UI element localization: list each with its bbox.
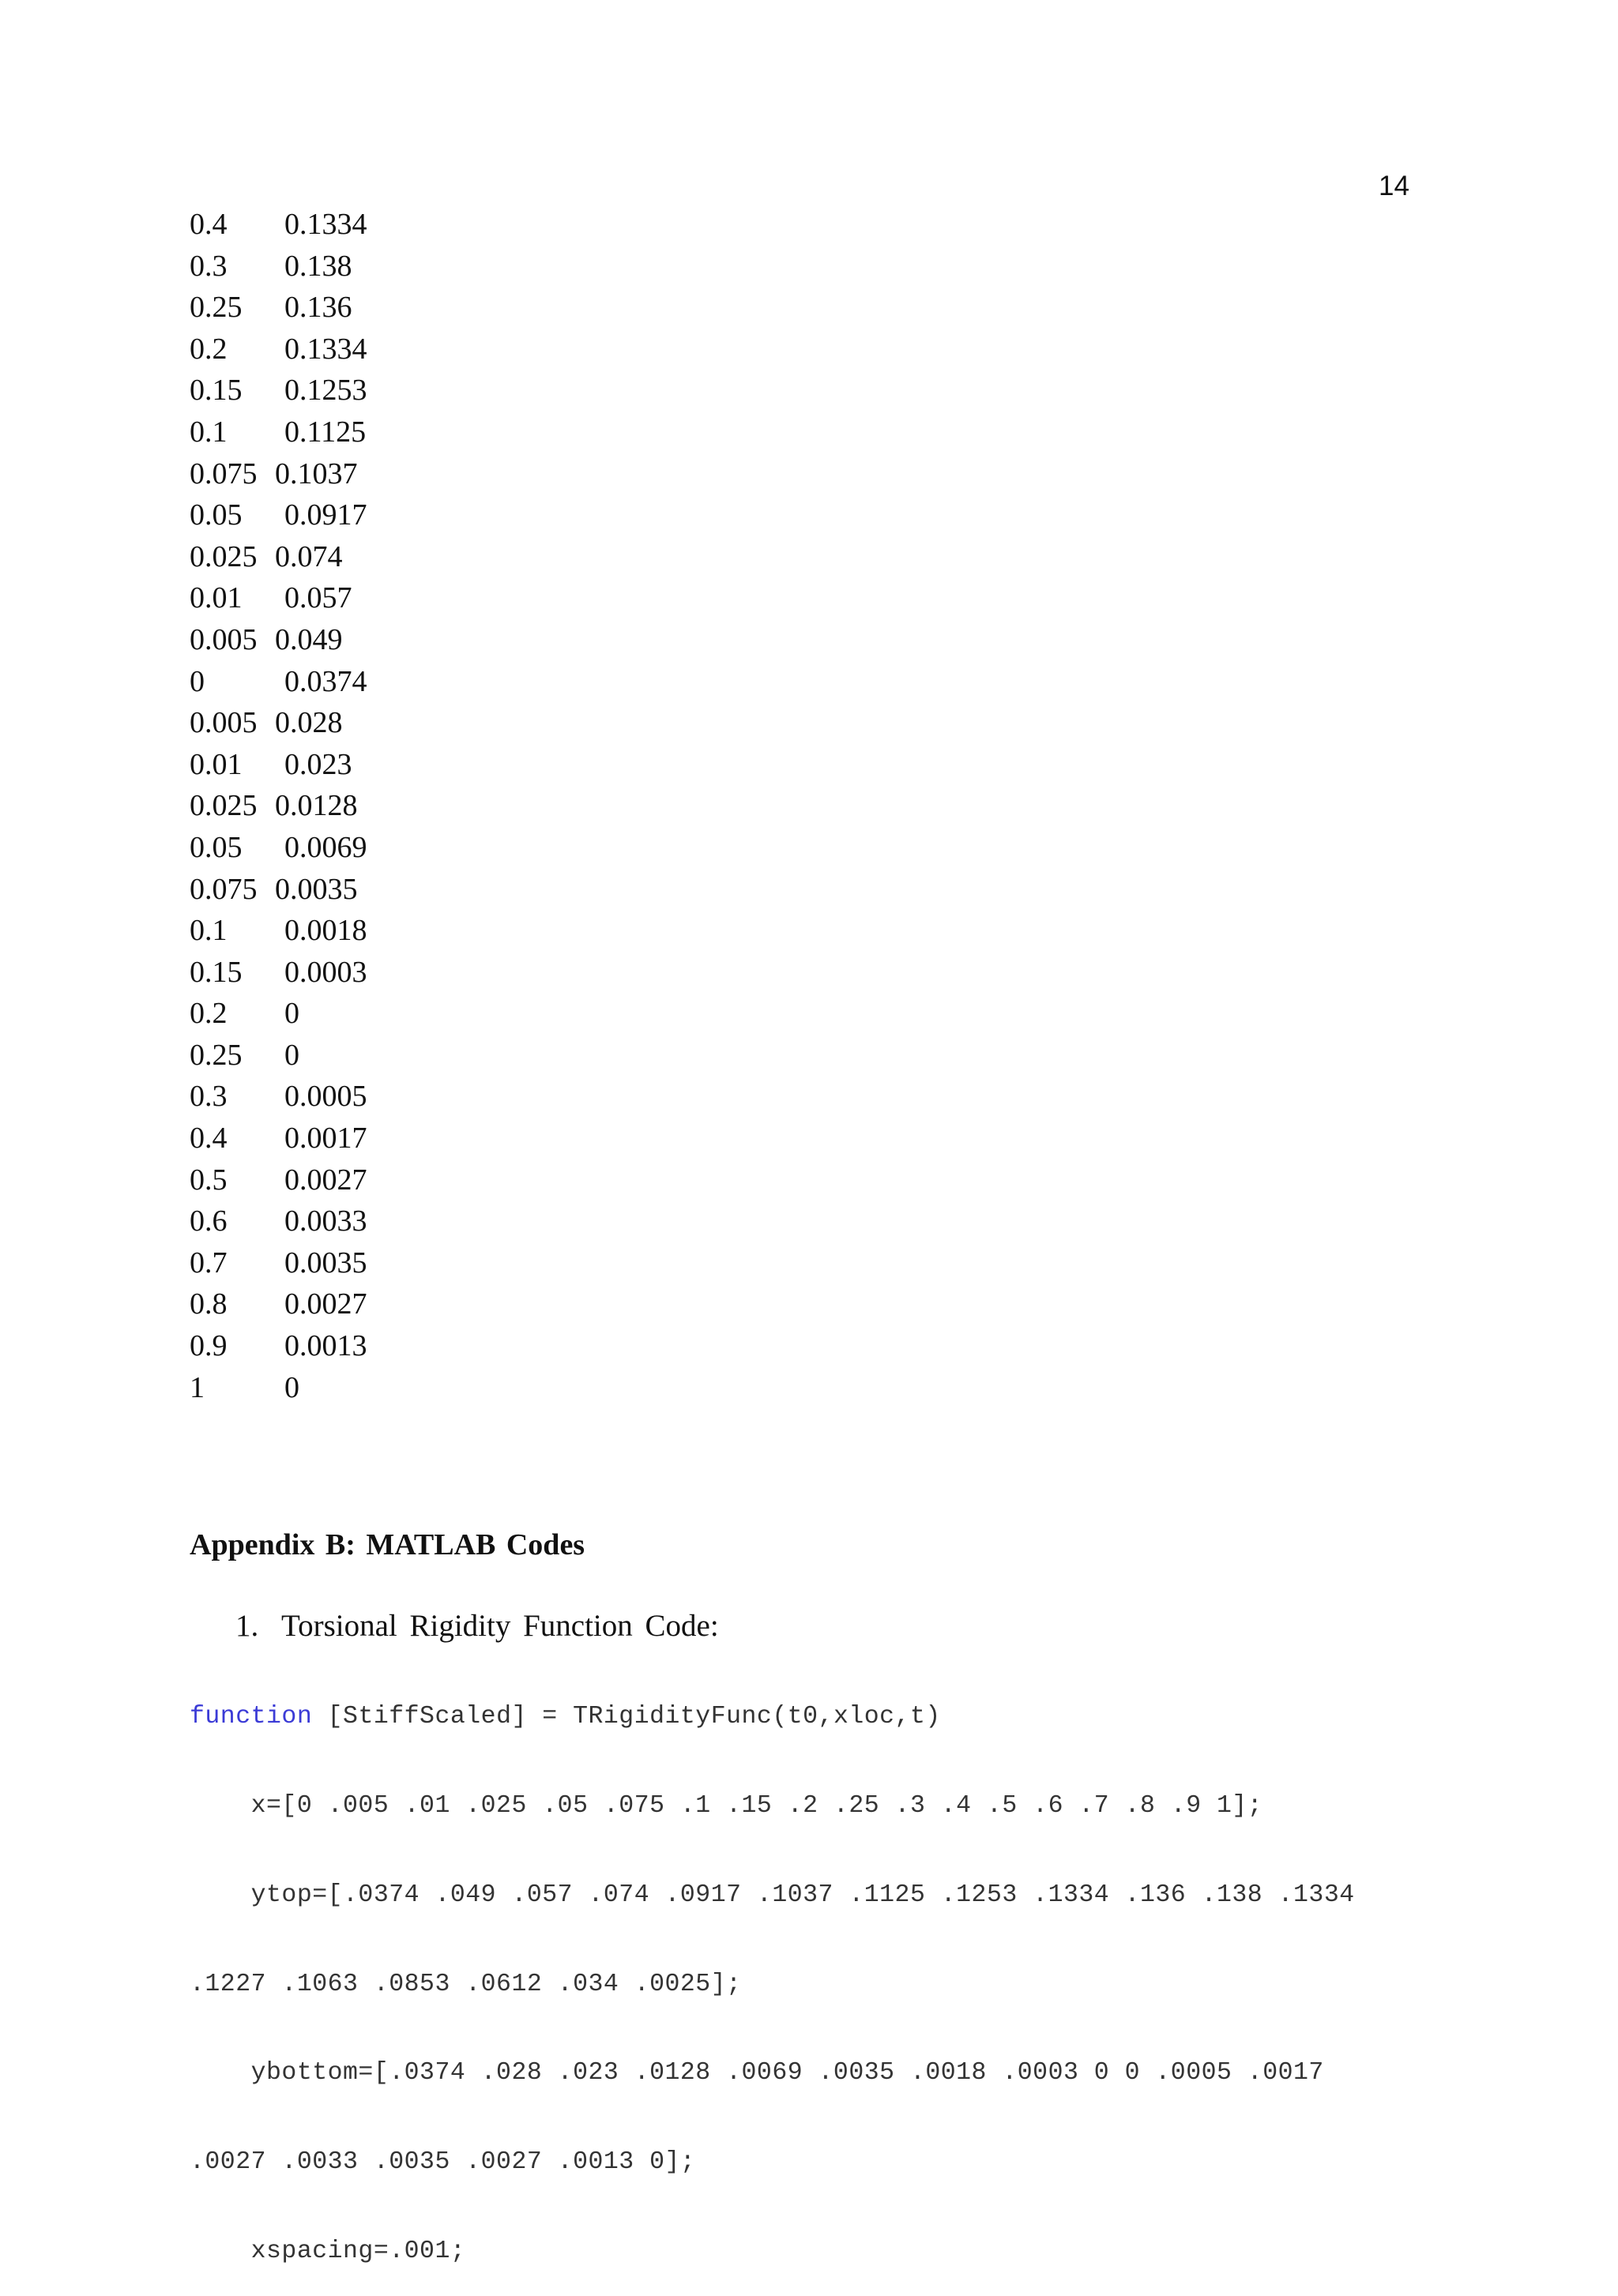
y-value: 0.0018 xyxy=(284,914,367,948)
y-value: 0.1334 xyxy=(284,332,367,366)
table-row xyxy=(190,577,367,619)
table-row xyxy=(190,246,367,287)
y-value: 0.1334 xyxy=(284,208,367,241)
y-value: 0.0374 xyxy=(284,664,367,698)
x-value: 0.9 xyxy=(190,1329,228,1363)
y-value: 0.0005 xyxy=(284,1080,367,1114)
x-value: 0.7 xyxy=(190,1246,228,1280)
x-value: 0 xyxy=(190,664,205,698)
x-value: 0.3 xyxy=(190,1080,228,1114)
y-value: 0.1253 xyxy=(284,374,367,408)
x-value: 0.3 xyxy=(190,249,228,283)
x-value: 0.15 xyxy=(190,955,243,989)
x-value: 0.8 xyxy=(190,1287,228,1321)
list-item-torsional-rigidity xyxy=(235,1608,719,1644)
code-keyword: function xyxy=(190,1703,313,1731)
x-value: 0.075 xyxy=(190,872,258,906)
table-row xyxy=(190,329,367,370)
x-value: 0.1 xyxy=(190,415,228,449)
y-value: 0.049 xyxy=(275,622,343,656)
matlab-code-block xyxy=(190,1643,1355,2296)
y-value: 0 xyxy=(284,1038,299,1072)
table-row xyxy=(190,1242,367,1284)
x-value: 0.075 xyxy=(190,457,258,490)
x-value: 0.25 xyxy=(190,1038,243,1072)
table-row xyxy=(190,204,367,246)
table-row xyxy=(190,1035,367,1077)
table-row xyxy=(190,1159,367,1201)
appendix-heading: Appendix B: MATLAB Codes xyxy=(190,1528,585,1561)
y-value: 0.0013 xyxy=(284,1329,367,1363)
code-line: ybottom=[.0374 .028 .023 .0128 .0069 .0035 .0018 .0003 0 0 .0005 .0017 xyxy=(190,2059,1324,2087)
table-row xyxy=(190,1201,367,1242)
list-item-title: Torsional Rigidity Function Code: xyxy=(281,1609,719,1643)
table-row xyxy=(190,453,367,495)
x-value: 0.5 xyxy=(190,1163,228,1197)
list-item-number: 1. xyxy=(235,1609,259,1643)
x-value: 0.05 xyxy=(190,830,243,864)
y-value: 0.1037 xyxy=(275,457,358,490)
x-value: 0.1 xyxy=(190,914,228,948)
table-row xyxy=(190,287,367,329)
x-value: 0.005 xyxy=(190,622,258,656)
table-row xyxy=(190,827,367,869)
y-value: 0.074 xyxy=(275,539,343,573)
x-value: 0.2 xyxy=(190,332,228,366)
code-signature: [StiffScaled] = TRigidityFunc(t0,xloc,t) xyxy=(312,1703,941,1731)
y-value: 0.0917 xyxy=(284,498,367,532)
y-value: 0 xyxy=(284,1370,299,1404)
y-value: 0.0035 xyxy=(275,872,358,906)
code-line: x=[0 .005 .01 .025 .05 .075 .1 .15 .2 .25 .3 .4 .5 .6 .7 .8 .9 1]; xyxy=(190,1791,1263,1820)
table-row xyxy=(190,494,367,536)
x-value: 0.4 xyxy=(190,1122,228,1156)
x-value: 0.01 xyxy=(190,747,243,781)
y-value: 0.023 xyxy=(284,747,352,781)
x-value: 0.6 xyxy=(190,1204,228,1238)
x-value: 0.025 xyxy=(190,789,258,823)
table-row xyxy=(190,1118,367,1159)
code-line: .0027 .0033 .0035 .0027 .0013 0]; xyxy=(190,2148,696,2177)
y-value: 0.138 xyxy=(284,249,352,283)
x-value: 0.4 xyxy=(190,208,228,241)
y-value: 0.0027 xyxy=(284,1163,367,1197)
x-value: 1 xyxy=(190,1370,205,1404)
table-row xyxy=(190,411,367,453)
x-value: 0.2 xyxy=(190,997,228,1031)
table-row xyxy=(190,993,367,1035)
x-value: 0.05 xyxy=(190,498,243,532)
table-row xyxy=(190,1325,367,1367)
x-value: 0.01 xyxy=(190,581,243,615)
table-row xyxy=(190,619,367,661)
y-value: 0.0035 xyxy=(284,1246,367,1280)
y-value: 0.0128 xyxy=(275,789,358,823)
code-line-function-signature xyxy=(190,1702,1355,1732)
y-value: 0.057 xyxy=(284,581,352,615)
x-value: 0.005 xyxy=(190,706,258,740)
y-value: 0.028 xyxy=(275,706,343,740)
y-value: 0.0003 xyxy=(284,955,367,989)
airfoil-coordinate-table xyxy=(190,204,367,1408)
table-row xyxy=(190,702,367,744)
y-value: 0.0069 xyxy=(284,830,367,864)
y-value: 0.0017 xyxy=(284,1122,367,1156)
x-value: 0.025 xyxy=(190,539,258,573)
y-value: 0 xyxy=(284,997,299,1031)
table-row xyxy=(190,370,367,411)
table-row xyxy=(190,1076,367,1118)
y-value: 0.136 xyxy=(284,291,352,325)
y-value: 0.1125 xyxy=(284,415,367,449)
table-row xyxy=(190,1283,367,1325)
code-line: ytop=[.0374 .049 .057 .074 .0917 .1037 .1125 .1253 .1334 .136 .138 .1334 xyxy=(190,1881,1355,1909)
code-line: xspacing=.001; xyxy=(190,2237,466,2265)
table-row xyxy=(190,661,367,703)
x-value: 0.15 xyxy=(190,374,243,408)
table-row xyxy=(190,785,367,827)
page-number: 14 xyxy=(1379,171,1409,201)
x-value: 0.25 xyxy=(190,291,243,325)
table-row xyxy=(190,744,367,786)
table-row xyxy=(190,910,367,952)
y-value: 0.0027 xyxy=(284,1287,367,1321)
y-value: 0.0033 xyxy=(284,1204,367,1238)
table-row xyxy=(190,869,367,911)
table-row xyxy=(190,1367,367,1409)
table-row xyxy=(190,952,367,994)
code-line: .1227 .1063 .0853 .0612 .034 .0025]; xyxy=(190,1970,742,1998)
table-row xyxy=(190,536,367,578)
